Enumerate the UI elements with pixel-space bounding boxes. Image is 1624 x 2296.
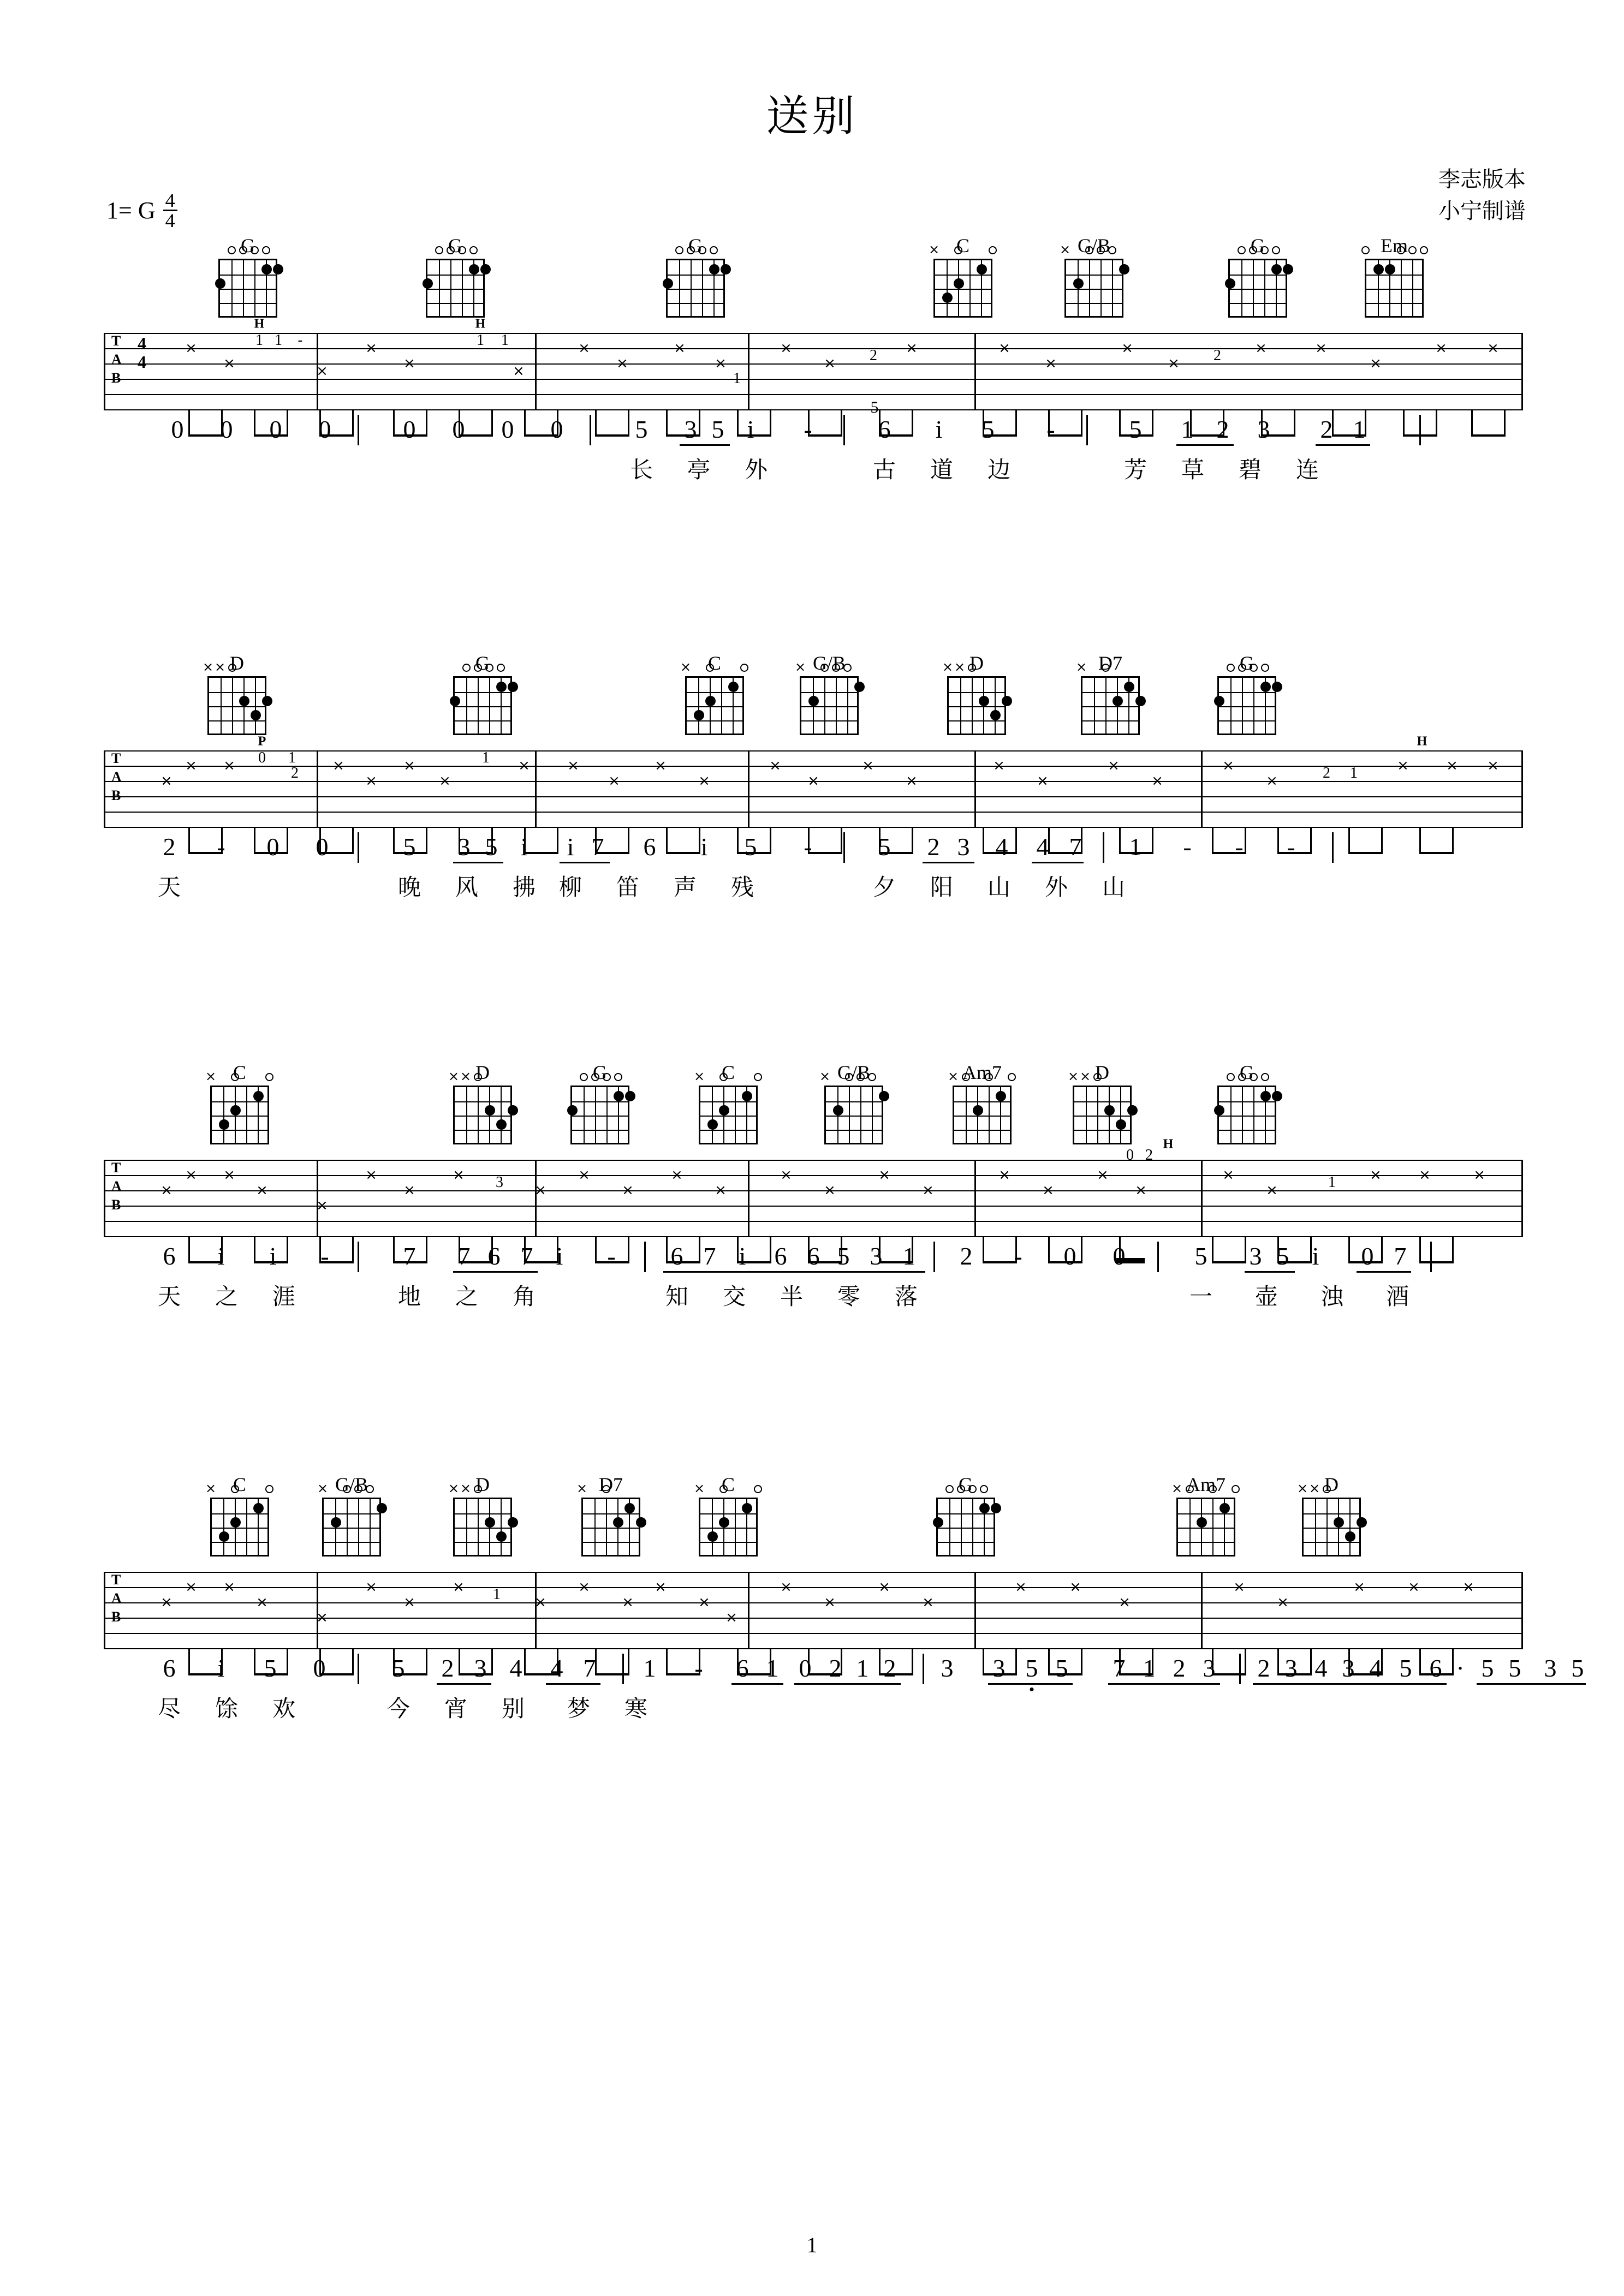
lyric: 壶 (1254, 1283, 1278, 1310)
tab-staff-3: T A B × × × × × × × × 3 × × × × × × × × × × × × 0 2 H × × × 1 × × × (104, 1160, 1523, 1274)
chord-name: C (707, 652, 721, 674)
key-signature (106, 191, 177, 230)
melody-note: 7 (1069, 833, 1082, 861)
melody-note: 6 (643, 833, 656, 861)
melody-note: 0 (550, 415, 563, 443)
chord-name: D (1095, 1061, 1109, 1083)
melody-note: 3 (957, 833, 970, 861)
melody-note: 2 (1173, 1654, 1186, 1682)
melody-note: 5 (635, 415, 648, 443)
melody-note: 0 (318, 415, 331, 443)
melody-note: 1 (902, 1242, 915, 1270)
melody-note: i (739, 1242, 746, 1270)
melody-dot: · (1456, 1654, 1465, 1682)
lyric: 晚 (397, 874, 421, 900)
melody-note: i (217, 1654, 225, 1682)
chord-name: D7 (1098, 652, 1122, 674)
chord-diagram (795, 652, 859, 735)
chord-name: G (688, 235, 703, 257)
lyric: 知 (665, 1283, 689, 1310)
system-2 (104, 652, 1523, 900)
chord-name: G (1240, 1061, 1254, 1083)
melody-note: 2 (829, 1654, 842, 1682)
melody-note: 1 (643, 1654, 656, 1682)
melody-note: 2 (1257, 1654, 1270, 1682)
melody-note: 7 (403, 1242, 416, 1270)
chord-diagram (448, 1474, 512, 1556)
chord-grid: × × (947, 676, 1006, 735)
melody-note: 6 (736, 1654, 749, 1682)
chord-name: Am7 (962, 1061, 1002, 1083)
lyric: 拂 (512, 874, 536, 900)
melody-note: 0 (799, 1654, 812, 1682)
chord-name: Em (1381, 235, 1408, 257)
page-number: 1 (806, 2233, 818, 2257)
chord-diagram (694, 1061, 758, 1144)
chord-diagram (205, 1474, 269, 1556)
tab-clef: T A B (111, 1572, 122, 1625)
melody-note: 3 (870, 1242, 883, 1270)
chord-name: G/B (1077, 235, 1110, 257)
chord-diagram (426, 235, 485, 318)
tab-staff-4: T A B × × × × × × × × 1 × × × × × × × × × × × × × × × × × × (104, 1572, 1523, 1686)
chord-grid: × × (1302, 1498, 1361, 1556)
lyric: 交 (722, 1283, 746, 1310)
chord-name: G (1240, 652, 1254, 674)
melody-note: 5 (403, 833, 416, 861)
melody-note: 5 (392, 1654, 405, 1682)
chord-name: G (593, 1061, 607, 1083)
melody-note: 5 (1129, 415, 1142, 443)
melody-note: i (935, 415, 943, 443)
chord-name: D (230, 652, 244, 674)
chord-grid: × × (207, 676, 266, 735)
melody-note: 5 (485, 833, 498, 861)
melody-note: 7 (703, 1242, 716, 1270)
chord-diagram (1076, 652, 1140, 735)
chord-diagram (936, 1474, 995, 1556)
credit-line-2: 小宁制谱 (1438, 199, 1526, 224)
lyric: 山 (1102, 874, 1126, 900)
melody-note: i (217, 1242, 225, 1270)
lyric: 之 (215, 1283, 239, 1310)
melody-note: 2 (1216, 415, 1229, 443)
chord-diagram (1217, 1061, 1276, 1144)
melody-note: 4 (1036, 833, 1049, 861)
lyric: 古 (872, 456, 896, 483)
melody-note: 0 (316, 833, 329, 861)
melody-note: 1 (1353, 415, 1366, 443)
melody-note: 1 (856, 1654, 869, 1682)
melody-note: 1 (1129, 833, 1142, 861)
melody-note: - (804, 415, 812, 443)
chord-name: G (959, 1474, 973, 1495)
melody-note: 0 (313, 1654, 326, 1682)
tab-staff-2: T A B × × × 0 P 1 2 × × × × 1 × × × × × × × × × × × × × × × 2 1 × H × × (104, 750, 1523, 865)
chord-name: C (233, 1061, 246, 1083)
melody-note: i (520, 833, 528, 861)
melody-note: 0 (501, 415, 514, 443)
lyric: 天 (157, 1283, 181, 1310)
lyric: 零 (837, 1283, 861, 1310)
melody-note: 2 (163, 833, 176, 861)
chord-diagram (1228, 235, 1287, 318)
melody-note: 4 (1369, 1654, 1382, 1682)
melody-note: i (567, 833, 574, 861)
melody-note: 3 (1249, 1242, 1262, 1270)
tab-clef: T A B (111, 1160, 122, 1213)
melody-note: 4 (550, 1654, 563, 1682)
lyric: 连 (1295, 456, 1319, 483)
lyric: 半 (780, 1283, 804, 1310)
chord-diagram (819, 1061, 883, 1144)
melody-note: 6 (670, 1242, 683, 1270)
chord-diagram (448, 1061, 512, 1144)
chord-diagram (666, 235, 725, 318)
melody-note: i (1312, 1242, 1319, 1270)
chord-grid (936, 1498, 995, 1556)
melody-note: 5 (1571, 1654, 1584, 1682)
melody-note: 5 (1508, 1654, 1521, 1682)
melody-note: 7 (457, 1242, 471, 1270)
lyric: 今 (386, 1695, 411, 1722)
lyric: 柳 (558, 874, 582, 900)
melody-note: 0 (171, 415, 184, 443)
tab-clef: T A B (111, 750, 122, 803)
credit-line-1: 李志版本 (1438, 167, 1526, 192)
lyric: 落 (894, 1283, 918, 1310)
lyric: 残 (730, 874, 754, 900)
lyric: 道 (930, 456, 954, 483)
melody-note: - (1235, 833, 1244, 861)
chord-diagram-row-1 (104, 235, 1523, 333)
chord-grid (570, 1086, 629, 1144)
melody-note: i (747, 415, 754, 443)
lyric: 之 (455, 1283, 479, 1310)
melody-note: 1 (766, 1654, 779, 1682)
chord-name: C (721, 1474, 735, 1495)
melody-note: i (269, 1242, 277, 1270)
melody-note: 4 (995, 833, 1008, 861)
melody-note: 2 (927, 833, 940, 861)
chord-grid: × (1081, 676, 1140, 735)
chord-diagram (203, 652, 266, 735)
system-3 (104, 1061, 1523, 1310)
lyric: 夕 (872, 874, 896, 900)
melody-note: 3 (474, 1654, 487, 1682)
staff-time-signature: 4 4 (138, 333, 146, 372)
lyric: 宵 (444, 1695, 468, 1722)
chord-diagram (1297, 1474, 1361, 1556)
melody-note: 6 (163, 1242, 176, 1270)
melody-note: 0 (266, 833, 279, 861)
chord-name: D (969, 652, 984, 674)
melody-note: 6 (487, 1242, 501, 1270)
lyric: 草 (1181, 456, 1205, 483)
lyric: 风 (455, 874, 479, 900)
melody-line-4 (104, 1654, 1584, 1746)
chord-grid (218, 259, 277, 318)
chord-grid (1365, 259, 1424, 318)
melody-note: 5 (878, 833, 891, 861)
lyric: 欢 (272, 1695, 296, 1722)
chord-name: Am7 (1186, 1474, 1226, 1495)
lyric: 一 (1189, 1283, 1213, 1310)
lyric: 梦 (567, 1695, 591, 1722)
lyric: 笛 (616, 874, 640, 900)
melody-note: - (694, 1654, 703, 1682)
melody-note: - (804, 833, 812, 861)
chord-diagram (576, 1474, 640, 1556)
melody-note: 5 (1399, 1654, 1412, 1682)
chord-grid (426, 259, 485, 318)
melody-note: - (607, 1242, 616, 1270)
chord-grid (453, 676, 512, 735)
chord-name: D7 (599, 1474, 623, 1495)
lyric: 亭 (687, 456, 711, 483)
chord-grid: × (1176, 1498, 1235, 1556)
melody-note: 7 (520, 1242, 533, 1270)
chord-grid: × (699, 1086, 758, 1144)
lyric: 外 (744, 456, 768, 483)
melody-note: 7 (583, 1654, 596, 1682)
melody-note: 5 (1276, 1242, 1289, 1270)
melody-note: 3 (1342, 1654, 1355, 1682)
melody-note: 5 (264, 1654, 277, 1682)
chord-grid: × (685, 676, 744, 735)
melody-note: 3 (1257, 415, 1270, 443)
chord-grid: × × (1073, 1086, 1132, 1144)
chord-diagram (694, 1474, 758, 1556)
chord-diagram (218, 235, 277, 318)
chord-grid: × × (453, 1498, 512, 1556)
chord-diagram (680, 652, 744, 735)
chord-grid: × (581, 1498, 640, 1556)
chord-name: C (233, 1474, 246, 1495)
lyric: 馀 (215, 1695, 239, 1722)
chord-diagram (453, 652, 512, 735)
melody-note: 3 (941, 1654, 954, 1682)
lyric: 芳 (1123, 456, 1147, 483)
chord-grid (1228, 259, 1287, 318)
melody-note: 5 (744, 833, 757, 861)
melody-note: 7 (1113, 1654, 1126, 1682)
melody-note: 0 (403, 415, 416, 443)
melody-note: 4 (509, 1654, 522, 1682)
melody-note: 3 (1544, 1654, 1557, 1682)
chord-diagram-row-2 (104, 652, 1523, 750)
chord-diagram (1068, 1061, 1132, 1144)
lyric: 寒 (624, 1695, 648, 1722)
chord-grid: × (953, 1086, 1012, 1144)
lyric: 涯 (272, 1283, 296, 1310)
lyric: 天 (157, 874, 181, 900)
chord-name: G/B (837, 1061, 870, 1083)
chord-diagram (1060, 235, 1123, 318)
chord-name: D (475, 1061, 490, 1083)
chord-diagram-row-4 (104, 1474, 1523, 1572)
page-title: 送别 (766, 92, 858, 141)
chord-grid: × (210, 1498, 269, 1556)
melody-note: 0 (1113, 1242, 1126, 1270)
chord-name: G (448, 235, 462, 257)
lyric: 别 (501, 1695, 525, 1722)
melody-note: 2 (960, 1242, 973, 1270)
chord-grid: × (933, 259, 992, 318)
melody-note: - (1287, 833, 1295, 861)
melody-line-2 (104, 832, 1523, 925)
time-signature-denominator: 4 (165, 210, 175, 232)
melody-note: i (556, 1242, 563, 1270)
chord-grid (1217, 676, 1276, 735)
melody-note: - (1046, 415, 1055, 443)
lyric: 碧 (1238, 456, 1262, 483)
melody-note: 1 (1181, 415, 1194, 443)
time-signature (163, 191, 177, 230)
chord-diagram (570, 1061, 629, 1144)
chord-diagram (205, 1061, 269, 1144)
melody-note: 0 (1361, 1242, 1374, 1270)
chord-diagram (317, 1474, 381, 1556)
chord-diagram (942, 652, 1006, 735)
lyric: 地 (397, 1283, 421, 1310)
chord-grid (666, 259, 725, 318)
chord-name: C (956, 235, 969, 257)
melody-note: 0 (220, 415, 233, 443)
melody-grace: 5 (870, 398, 879, 416)
melody-note: 2 (1320, 415, 1333, 443)
chord-grid (1217, 1086, 1276, 1144)
chord-name: C (721, 1061, 735, 1083)
lyric: 酒 (1385, 1283, 1409, 1310)
melody-note: 3 (457, 833, 471, 861)
melody-note: 5 (981, 415, 995, 443)
lyric: 长 (629, 456, 653, 483)
chord-name: G (241, 235, 255, 257)
melody-note: 7 (1394, 1242, 1407, 1270)
chord-grid: × (800, 676, 859, 735)
lyric: 山 (987, 874, 1011, 900)
melody-note: 5 (711, 415, 724, 443)
chord-diagram (1171, 1474, 1235, 1556)
melody-line-1 (104, 398, 1523, 508)
melody-note: i (700, 833, 708, 861)
melody-line-3 (104, 1242, 1523, 1334)
chord-grid: × (824, 1086, 883, 1144)
melody-note: 2 (883, 1654, 896, 1682)
melody-note: 3 (1284, 1654, 1298, 1682)
lyric: 浊 (1320, 1283, 1344, 1310)
melody-note: - (1183, 833, 1192, 861)
chord-grid: × (210, 1086, 269, 1144)
credits (1438, 164, 1526, 227)
lyric: 阳 (930, 874, 954, 900)
lyric: 角 (512, 1283, 536, 1310)
melody-note: 5 (837, 1242, 850, 1270)
melody-note: 6 (878, 415, 891, 443)
melody-note: 5 (1194, 1242, 1207, 1270)
melody-note: 0 (452, 415, 465, 443)
chord-grid: × (322, 1498, 381, 1556)
melody-note: 5 (1055, 1654, 1068, 1682)
chord-diagram (1365, 235, 1424, 318)
chord-name: D (475, 1474, 490, 1495)
melody-note: 7 (591, 833, 604, 861)
melody-note: 5 (1481, 1654, 1494, 1682)
chord-name: G/B (812, 652, 846, 674)
chord-diagram (1217, 652, 1276, 735)
melody-note: 1 (1143, 1654, 1156, 1682)
chord-grid: × (699, 1498, 758, 1556)
melody-note: 3 (1203, 1654, 1216, 1682)
melody-note: 5 (1025, 1654, 1038, 1682)
lyric: 外 (1044, 874, 1068, 900)
melody-note: 6 (774, 1242, 787, 1270)
melody-note: - (320, 1242, 329, 1270)
chord-grid: × (1064, 259, 1123, 318)
tab-clef: T A B (111, 333, 122, 386)
melody-note: 3 (992, 1654, 1006, 1682)
key-label: 1= G (106, 197, 156, 224)
melody-note: 3 (684, 415, 697, 443)
melody-note: 6 (1429, 1654, 1442, 1682)
melody-note: - (1014, 1242, 1022, 1270)
chord-name: G (475, 652, 490, 674)
chord-diagram-row-3 (104, 1061, 1523, 1160)
chord-name: D (1324, 1474, 1339, 1495)
melody-note: 0 (269, 415, 282, 443)
tab-staff-1: T A B 4 4 × × 1 1 H - × × × 1 1 H × × × × × 1 × × 2 × × × × × 2 × × × × × (104, 333, 1523, 448)
lyric: 声 (673, 874, 697, 900)
lyric: 尽 (157, 1695, 181, 1722)
time-signature-numerator: 4 (163, 191, 177, 211)
melody-note: 6 (163, 1654, 176, 1682)
chord-grid: × × (453, 1086, 512, 1144)
chord-diagram (948, 1061, 1012, 1144)
system-1 (104, 235, 1523, 483)
melody-note: 6 (807, 1242, 820, 1270)
melody-note: 4 (1314, 1654, 1328, 1682)
melody-note: 2 (441, 1654, 454, 1682)
chord-name: G (1251, 235, 1265, 257)
melody-note: 0 (1063, 1242, 1076, 1270)
melody-note: - (217, 833, 225, 861)
system-4 (104, 1474, 1584, 1722)
chord-name: G/B (335, 1474, 368, 1495)
lyric: 边 (987, 456, 1011, 483)
chord-diagram (929, 235, 992, 318)
